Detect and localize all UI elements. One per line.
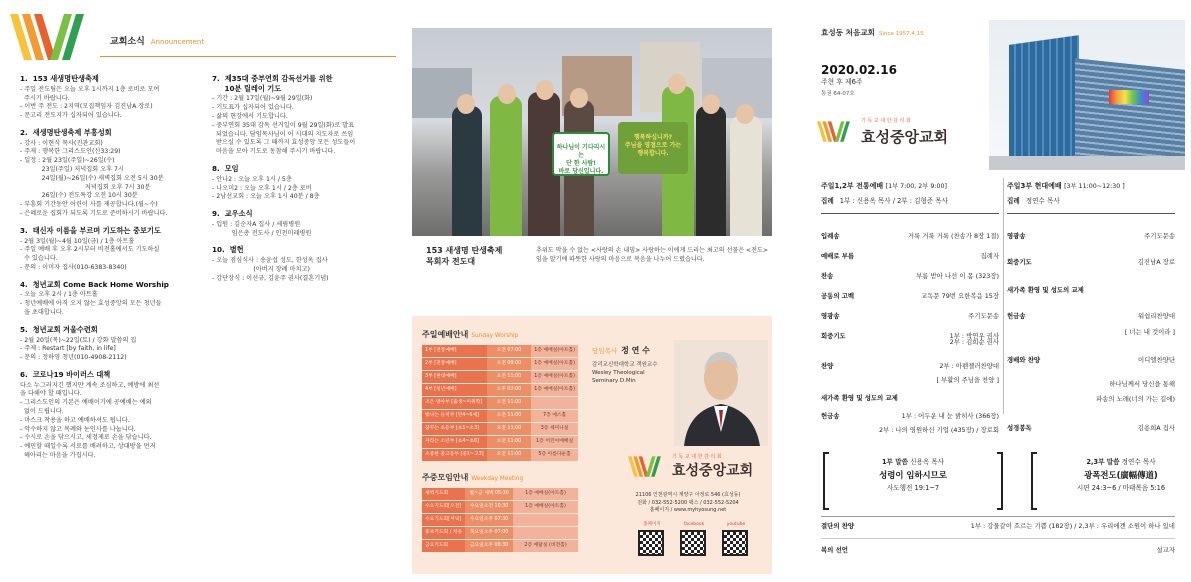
divider bbox=[100, 56, 396, 57]
qr-label: facebook bbox=[683, 522, 705, 527]
scripture-reading-label: 성경봉독 bbox=[1007, 424, 1032, 432]
order-item-value: 교독문 79번 요한복음 15장 bbox=[921, 292, 999, 300]
table-cell-place: 1층 예배실(아트홀) bbox=[513, 501, 578, 513]
qr-code bbox=[722, 522, 750, 556]
liturgical-week: 주현 후 제6주 bbox=[821, 78, 863, 86]
divider bbox=[1007, 213, 1175, 214]
order-item-value: 주기도문송 bbox=[1144, 232, 1175, 240]
hymn-label: 찬양 bbox=[821, 362, 834, 370]
announcement-title: 7. 제35대 중부연회 감독선거를 위한 10분 릴레이 기도 bbox=[212, 74, 333, 93]
table-cell-place: 5층 아름다운홀 bbox=[531, 449, 578, 461]
table-cell-place: 1층 예배실(아트홀) bbox=[531, 358, 578, 370]
table-cell-name: 중보기도회 / 치유 bbox=[422, 527, 465, 539]
table-cell-place: 1층 예배실(아트홀) bbox=[531, 384, 578, 396]
church-name: 효성중앙교회 bbox=[861, 128, 948, 146]
announcement-title: 10. 별헌 bbox=[212, 245, 244, 255]
table-cell-time: 오전 11:00 bbox=[487, 436, 532, 448]
new-family-welcome: 새가족 환영 및 성도의 교제 bbox=[821, 394, 898, 402]
prayer-second-service: 2부 : 김희순 권사 bbox=[949, 338, 999, 346]
announcement-item bbox=[20, 280, 206, 318]
order-item bbox=[1007, 232, 1175, 241]
table-cell-name: 꿈꾸는 초등부 [초1~초3] bbox=[422, 423, 487, 435]
table-cell-place: 1층 예배실(아트홀) bbox=[531, 371, 578, 383]
announcement-body: - 입원 : 김순자A 집사 / 세림병원 임은총 전도사 / 인천미래병원 bbox=[212, 220, 312, 237]
new-family-welcome: 새가족 환영 및 성도의 교제 bbox=[1007, 286, 1084, 294]
traditional-service-leader: 집례 1부 : 신용옥 목사 / 2부 : 김형준 목사 bbox=[821, 197, 949, 205]
announcements-title: 교회소식 Announcement bbox=[110, 37, 205, 47]
announcement-body: - 2월 3일(월)~4월 10일(금) / 1층 아트홀 - 주일 예배 후 오후 2시부터 비전홀에서도 기도하실 수 있습니다. - 문의 : 이미자 집사(010-6383-8340) bbox=[20, 237, 160, 271]
weekday-meeting-table bbox=[422, 487, 578, 553]
church-address: 21106 인천광역시 계양구 아정로 546 (효성동) 전화 / 032-552-5200 팩스 / 032-552-5204 홈페이지 / www.myhyosung.net bbox=[635, 492, 741, 513]
announcement-item bbox=[212, 245, 390, 283]
pastor-photo bbox=[674, 340, 768, 446]
offering-choir: 워쉽리찬양대 bbox=[1137, 312, 1175, 320]
table-row bbox=[422, 423, 578, 435]
denomination-label: 기 독 교 대 한 감 리 회 bbox=[861, 118, 911, 124]
offering-label: 헌금송 bbox=[821, 412, 840, 420]
weekday-meeting-title: 주중모임안내 Weekday Meeting bbox=[422, 473, 524, 482]
praise-song-1: 하나님께서 당신을 통해 bbox=[1109, 380, 1175, 388]
photo-caption-text: 추위도 막을 수 없는 <사랑의 손 내밈> 사랑하는 이에게 드리는 최고의 선물은 <전도>임을 알기에 따뜻한 사랑의 마음으로 복음을 나누어 드렸습니다. bbox=[536, 247, 769, 264]
qr-code-icon bbox=[638, 530, 664, 556]
photo-caption-title: 153 새생명 탄생축제 목회자 전도대 bbox=[426, 246, 503, 266]
announcement-title: 3. 태신자 이름을 부르며 기도하는 중보기도 bbox=[20, 225, 161, 235]
table-cell-name: 수요기도회[오전] bbox=[422, 501, 465, 513]
announcement-title: 1. 153 새생명탄생축제 bbox=[20, 74, 99, 83]
table-cell-name: 자라는 소년부 [초4~초6] bbox=[422, 436, 487, 448]
bulletin-volume: 통권 64-07호 bbox=[821, 91, 855, 97]
sermon-second-third-service: 2,3부 말씀 정연수 목사 광폭전도(廣幅傳道) 시편 24:3~6 / 마태복음 5:16 bbox=[1031, 452, 1191, 510]
order-item-value: 김진남A 장로 bbox=[1137, 258, 1175, 266]
announcements-column-2 bbox=[212, 74, 390, 291]
table-cell-time: 오전 09:00 bbox=[487, 358, 532, 370]
table-row bbox=[422, 397, 578, 409]
closing-hymn-label: 결단의 찬양 bbox=[821, 522, 855, 530]
order-item-label: 입례송 bbox=[821, 232, 840, 240]
table-row bbox=[422, 514, 578, 526]
announcement-body: - 주일 전도팀은 오늘 오후 1시까지 1층 로비로 모여 주시기 바랍니다. - 이번 주 전도 : 2지역(모집책임자 김진남A 장로) - 문고리 전도지가 십자되어 있습니다. bbox=[20, 85, 160, 120]
order-item-label: 영광송 bbox=[821, 312, 840, 320]
table-row bbox=[422, 488, 578, 500]
church-tagline: 효성동 처음교회 Since 1957.4.15 bbox=[821, 28, 924, 37]
hymn-song: [ 부활의 주님을 찬양 ] bbox=[936, 376, 999, 384]
worship-guide-box bbox=[412, 316, 772, 574]
qr-codes bbox=[638, 522, 750, 556]
sermon-first-service: 1부 말씀 신용옥 목사 성령이 임하시므로 사도행전 19:1~7 bbox=[823, 452, 1003, 510]
announcement-item bbox=[20, 325, 206, 363]
qr-label: 홈페이지 bbox=[643, 522, 661, 527]
announcement-body: - 강사 : 이현식 목사(진관교회) - 주제 : 행복한 그리스도인(신33:29) - 일정 : 2월 23일(주일)~26일(수) 23일(주일) 저녁집회 오후 7시 24일(월)~26일(수) 새벽집회 오전 5시 30분 저녁집회 오후 7시 30분 26일(수) 전도특강 오전 10시 30분 - 부흥회 기간동안 어린이 사를 제공합니다.(월~수) - 은혜로운 집회가 되도록 기도로 준비하시기 바랍니다. bbox=[20, 139, 168, 217]
evangelism-team-photo bbox=[412, 28, 772, 236]
table-cell-place bbox=[513, 514, 578, 526]
announcement-item bbox=[212, 74, 390, 157]
order-item-value: 주기도문송 bbox=[968, 312, 999, 320]
praise-team: 이디엘찬양단 bbox=[1137, 356, 1175, 364]
table-cell-name: 4부 [청년예배] bbox=[422, 384, 487, 396]
denomination-label: 기 독 교 대 한 감 리 회 bbox=[672, 454, 722, 460]
sermon-title: 성령이 임하시므로 bbox=[879, 469, 947, 480]
offering-label: 헌금송 bbox=[1007, 312, 1026, 320]
pastor-description: 감리교신학대학교 객원교수 Wesley Theological Seminary D.Min bbox=[592, 362, 658, 384]
sermon-title: 광폭전도(廣幅傳道) bbox=[1084, 469, 1158, 480]
table-cell-time: 오전 11:00 bbox=[487, 371, 532, 383]
sermon-scripture: 시편 24:3~6 / 마태복음 5:16 bbox=[1076, 484, 1166, 493]
announcement-item bbox=[20, 226, 206, 273]
table-cell-time: 오전 11:00 bbox=[487, 423, 532, 435]
table-cell-name: 조은 영아부 [출생~미취학] bbox=[422, 397, 487, 409]
table-cell-time: 목요일오후 07:00 bbox=[465, 527, 513, 539]
column-divider bbox=[1003, 178, 1004, 414]
table-cell-name: 2부 [전통예배] bbox=[422, 358, 487, 370]
sunday-worship-table bbox=[422, 344, 578, 462]
table-cell-time: 오전 11:00 bbox=[487, 410, 532, 422]
offering-second: 2부 : 나의 영원하신 기업 (435장) / 장로회 bbox=[878, 426, 999, 434]
order-item-label: 찬송 bbox=[821, 272, 834, 280]
sunday-worship-title: 주일예배안내 Sunday Worship bbox=[422, 330, 519, 339]
offering-song: [ 너는 내 것이라 ] bbox=[1124, 328, 1175, 336]
table-cell-time: 오후 02:00 bbox=[487, 384, 532, 396]
qr-code-icon bbox=[722, 530, 748, 556]
hymn-choir: 2부 : 아펜젤러찬양대 bbox=[939, 362, 999, 370]
table-cell-name: 새벽기도회 bbox=[422, 488, 465, 500]
table-cell-place bbox=[513, 527, 578, 539]
divider bbox=[821, 538, 1175, 539]
order-item-value: 집례자 bbox=[980, 252, 999, 260]
order-item bbox=[1007, 258, 1175, 267]
announcement-title: 2. 새생명탄생축제 부흥성회 bbox=[20, 127, 112, 137]
announcement-body: - 안나2 : 오늘 오후 1시 / 5층 - 나오미2 : 오늘 오후 1시 / 2층 로비 - 2남선교회 : 오늘 오후 1시 40분 / 8층 bbox=[212, 175, 320, 201]
table-cell-time: 금요일오후 08:30 bbox=[465, 540, 513, 552]
order-item bbox=[821, 272, 999, 281]
closing-hymn: 1부 : 강물같이 흐르는 기쁨 (182장) / 2,3부 : 우리에겐 소원이 하나 있네 bbox=[970, 522, 1175, 530]
table-cell-name: 빛나는 유치부 [만4~6세] bbox=[422, 410, 487, 422]
table-row bbox=[422, 436, 578, 448]
church-name: 효성중앙교회 bbox=[672, 463, 754, 479]
church-logo-icon bbox=[817, 118, 857, 146]
table-cell-place: 3층 세미나실 bbox=[531, 423, 578, 435]
table-cell-place: 2층 예닮실 (비전홀) bbox=[513, 540, 578, 552]
order-item-label: 영광송 bbox=[1007, 232, 1026, 240]
praise-worship-label: 경배와 찬양 bbox=[1007, 356, 1041, 364]
sermon-scripture: 사도행전 19:1~7 bbox=[886, 484, 940, 493]
order-item-value: 1부 : 박연우 권사 bbox=[949, 332, 999, 340]
announcement-title: 6. 코로나19 바이러스 대책 bbox=[20, 369, 111, 379]
table-row bbox=[422, 501, 578, 513]
table-cell-name: 금요기도회 bbox=[422, 540, 465, 552]
table-row bbox=[422, 371, 578, 383]
divider bbox=[821, 213, 999, 214]
announcement-item bbox=[20, 74, 206, 121]
offering-first: 1부 : 어두운 내 눈 밝히사 (366장) bbox=[901, 412, 999, 420]
announcement-body: - 기간 : 2월 17일(월)~9월 29일(화) - 기도표가 십자되어 있습니다. - 삶의 현장에서 기도합니다. - 중부연회 35대 감독 선거일이 9월 29일(화)로 발표 되었습니다. 담임목사님이 이 시대의 지도자로 쓰임 받으실 수 있도록 그 때까지 효성중앙 모든 성도들이 마음을 모아 기도로 동참해 주시기 바랍니다. bbox=[212, 95, 356, 156]
announcement-title: 5. 청년교회 겨울수련회 bbox=[20, 324, 98, 334]
table-row bbox=[422, 527, 578, 539]
order-item bbox=[821, 252, 999, 261]
announcement-title: 4. 청년교회 Come Back Home Worship bbox=[20, 279, 169, 289]
evangelism-banner-left: 하나님이 기다리시는 단 한 사람! 바로 당신입니다. bbox=[552, 132, 610, 176]
table-cell-place bbox=[531, 397, 578, 409]
scripture-reader: 김용희A 집사 bbox=[1137, 424, 1175, 432]
qr-code bbox=[638, 522, 666, 556]
order-item-label: 회중기도 bbox=[821, 332, 846, 340]
table-row bbox=[422, 358, 578, 370]
contemporary-service-leader: 집례 정연수 목사 bbox=[1007, 197, 1060, 205]
table-cell-name: 수요기도회[저녁] bbox=[422, 514, 465, 526]
table-row bbox=[422, 410, 578, 422]
table-cell-time: 오전 07:00 bbox=[487, 345, 532, 357]
announcements-panel bbox=[0, 0, 396, 582]
announcement-item bbox=[212, 164, 390, 202]
announcements-column-1 bbox=[20, 74, 206, 468]
church-logo-icon bbox=[10, 14, 100, 62]
announcement-item bbox=[20, 128, 206, 219]
divider bbox=[821, 516, 1175, 517]
table-cell-place: 7층 예스홀 bbox=[531, 410, 578, 422]
photo-and-worship-panel bbox=[396, 0, 791, 582]
benediction: 설교자 bbox=[1156, 546, 1175, 554]
pastor-label: 담임목사 정 연 수 bbox=[592, 346, 650, 355]
order-item-label: 예배로 부름 bbox=[821, 252, 855, 260]
order-item-value: 거룩 거룩 거룩 (찬송가 8장 1절) bbox=[907, 232, 999, 240]
announcement-title: 8. 모임 bbox=[212, 164, 239, 174]
order-of-worship-panel bbox=[791, 0, 1191, 582]
qr-label: youtube bbox=[726, 522, 746, 527]
table-cell-time: 수요일오후 07:30 bbox=[465, 514, 513, 526]
table-row bbox=[422, 449, 578, 461]
order-item-value: 부름 받아 나선 이 몸 (323장) bbox=[916, 272, 999, 280]
announcement-item bbox=[212, 209, 390, 238]
church-logo-icon bbox=[628, 454, 668, 480]
table-cell-place: 1층 예배실(아트홀) bbox=[513, 488, 578, 500]
table-row bbox=[422, 345, 578, 357]
order-item bbox=[821, 232, 999, 241]
table-cell-time: 월~금 새벽 05:30 bbox=[465, 488, 513, 500]
evangelism-banner-right: 행복하십니까? 주님을 영접으로 가는 행복합니다. bbox=[618, 122, 688, 174]
table-cell-name: 소중한 중고등부 [중1~고3] bbox=[422, 449, 487, 461]
announcement-body: - 오늘 오후 2시 / 1층 아트홀 - 청년예배에 아직 오지 않는 효성중앙의 모든 청년들 을 초대합니다. bbox=[20, 291, 162, 317]
announcement-body: - 오늘 점심식사 : 송윤섭 성도, 한성옥 집사 (아버지 장례 마치고) - 강단장식 : 이선규, 김윤주 권사(결혼기념) bbox=[212, 257, 329, 282]
table-cell-time: 오전 11:00 bbox=[487, 397, 532, 409]
order-item-label: 회중기도 bbox=[1007, 258, 1032, 266]
table-cell-name: 1부 [전통예배] bbox=[422, 345, 487, 357]
praise-song-2: 파송의 노래(너의 가는 길에) bbox=[1096, 395, 1175, 403]
order-item bbox=[821, 312, 999, 321]
table-row bbox=[422, 384, 578, 396]
traditional-service-header: 주일1,2부 전통예배 [1부 7:00, 2부 9:00] bbox=[821, 182, 947, 190]
qr-code-icon bbox=[680, 530, 706, 556]
announcement-body: 다소 누그러지긴 했지만 계속 조심하고, 예방에 최선 을 다해야 할 때입니다. - 그리스도인의 기본은 예배이기에 공예배는 예외 없이 드립니다. - 마스크 착용을 하고 예배하셔도 됩니다. - 악수하지 않고 목례와 눈인사를 나눕니다. - 수시로 손을 닦으시고, 세정제로 손을 닦습니다. - 예민할 때일수록 서로를 배려하고, 상대방을 먼저 헤아리는 마음을 가집시다. bbox=[20, 381, 160, 460]
table-cell-time: 수요일오전 10:30 bbox=[465, 501, 513, 513]
table-cell-place: 1층 어린이예배실 bbox=[531, 436, 578, 448]
announcement-item bbox=[20, 370, 206, 461]
announcement-body: - 2월 20일(목)~22일(토) / 강화 말씀의 집 - 주제 : Restart [by faith, in life] - 문의 : 정하영 청년(010-4908-2112) bbox=[20, 336, 137, 362]
order-item bbox=[821, 292, 999, 301]
benediction-label: 복의 선언 bbox=[821, 546, 848, 554]
announcement-title: 9. 교우소식 bbox=[212, 209, 253, 219]
contemporary-service-header: 주일3부 현대예배 [3부 11:00~12:30 ] bbox=[1007, 182, 1125, 190]
table-cell-place: 1층 예배실(아트홀) bbox=[531, 345, 578, 357]
table-cell-time: 오전 11:00 bbox=[487, 449, 532, 461]
table-cell-name: 3부 [현대예배] bbox=[422, 371, 487, 383]
bulletin-date: 2020.02.16 bbox=[821, 63, 897, 77]
order-item-label: 공동의 고백 bbox=[821, 292, 855, 300]
table-row bbox=[422, 540, 578, 552]
church-building-photo bbox=[989, 20, 1185, 170]
qr-code bbox=[680, 522, 708, 556]
